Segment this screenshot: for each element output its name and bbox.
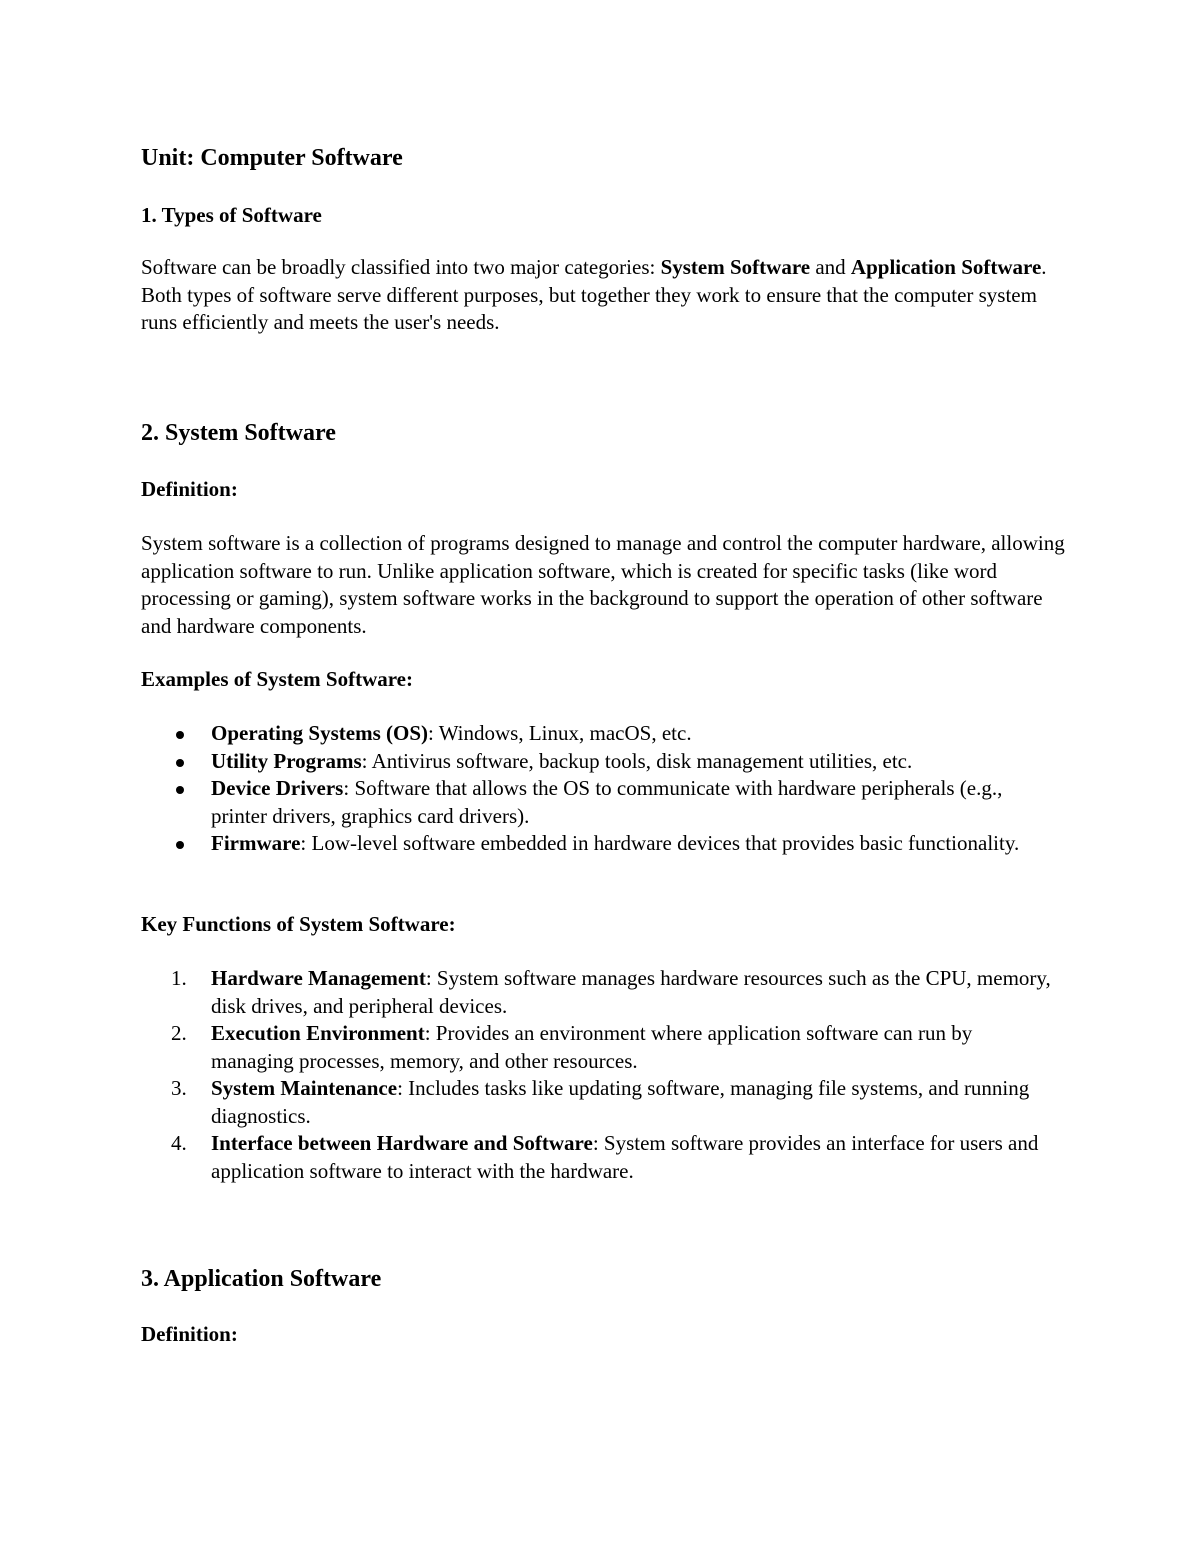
definition-label: Definition: <box>141 1322 238 1346</box>
paragraph-text: Software can be broadly classified into two major categories: <box>141 255 661 279</box>
section-2-heading: 2. System Software <box>141 420 336 446</box>
list-item <box>141 1020 1066 1075</box>
paragraph-text: and <box>810 255 851 279</box>
item-text: : Software that allows the OS to communicate with hardware peripherals (e.g., printer drivers, graphics card drivers). <box>211 776 1003 828</box>
bold-term: Utility Programs <box>211 748 362 773</box>
bold-term: Execution Environment <box>211 1021 425 1045</box>
list-item <box>141 1075 1066 1130</box>
list-number: 2. <box>171 1021 187 1045</box>
list-item <box>141 775 1066 830</box>
section-3-heading: 3. Application Software <box>141 1266 382 1292</box>
bold-term: Device Drivers <box>211 776 344 800</box>
item-text: : Provides an environment where application software can run by managing processes, memory, and other resources. <box>211 1021 973 1073</box>
page-title: Unit: Computer Software <box>141 145 403 171</box>
section-1-paragraph <box>141 254 1066 337</box>
list-item <box>141 830 1066 858</box>
bold-term: Operating Systems (OS) <box>211 721 428 745</box>
bold-term: Application Software <box>850 255 1042 279</box>
bullet-icon <box>176 731 184 739</box>
item-text: : System software manages hardware resources such as the CPU, memory, disk drives, and peripheral devices. <box>211 966 1051 1018</box>
section-1-heading: 1. Types of Software <box>141 203 322 227</box>
functions-list <box>141 965 1066 1185</box>
paragraph-text: . Both types of software serve different purposes, but together they work to ensure that the computer system runs efficiently and meets the user's needs. <box>141 255 1047 334</box>
examples-list <box>141 720 1066 858</box>
bold-term: System Software <box>660 255 811 279</box>
item-text: : Antivirus software, backup tools, disk management utilities, etc. <box>361 748 913 773</box>
definition-label: Definition: <box>141 477 238 501</box>
examples-label: Examples of System Software: <box>141 667 413 691</box>
item-text: : Includes tasks like updating software, managing file systems, and running diagnostics. <box>211 1076 1030 1128</box>
list-number: 1. <box>171 966 187 990</box>
bullet-icon <box>176 759 184 767</box>
bullet-icon <box>176 786 184 794</box>
bold-term: Interface between Hardware and Software <box>211 1131 593 1155</box>
bold-term: Hardware Management <box>211 966 426 990</box>
list-number: 3. <box>171 1076 187 1100</box>
list-number: 4. <box>171 1131 187 1155</box>
list-item <box>141 965 1066 1020</box>
bold-term: System Maintenance <box>211 1076 398 1100</box>
functions-label: Key Functions of System Software: <box>141 912 456 936</box>
item-text: : System software provides an interface for users and application software to interact with the hardware. <box>211 1131 1039 1183</box>
list-item <box>141 1130 1066 1185</box>
item-text: : Low-level software embedded in hardware devices that provides basic functionality. <box>300 831 1020 855</box>
bullet-icon <box>176 841 184 849</box>
definition-paragraph: System software is a collection of programs designed to manage and control the computer hardware, allowing application software to run. Unlike application software, which is created for specific tasks (like word processing or gaming), system software works in the background to support the operation of other software and hardware components. <box>141 531 1065 638</box>
list-item <box>141 748 1066 776</box>
item-text: : Windows, Linux, macOS, etc. <box>428 721 692 745</box>
list-item <box>141 720 1066 748</box>
bold-term: Firmware <box>211 831 301 855</box>
